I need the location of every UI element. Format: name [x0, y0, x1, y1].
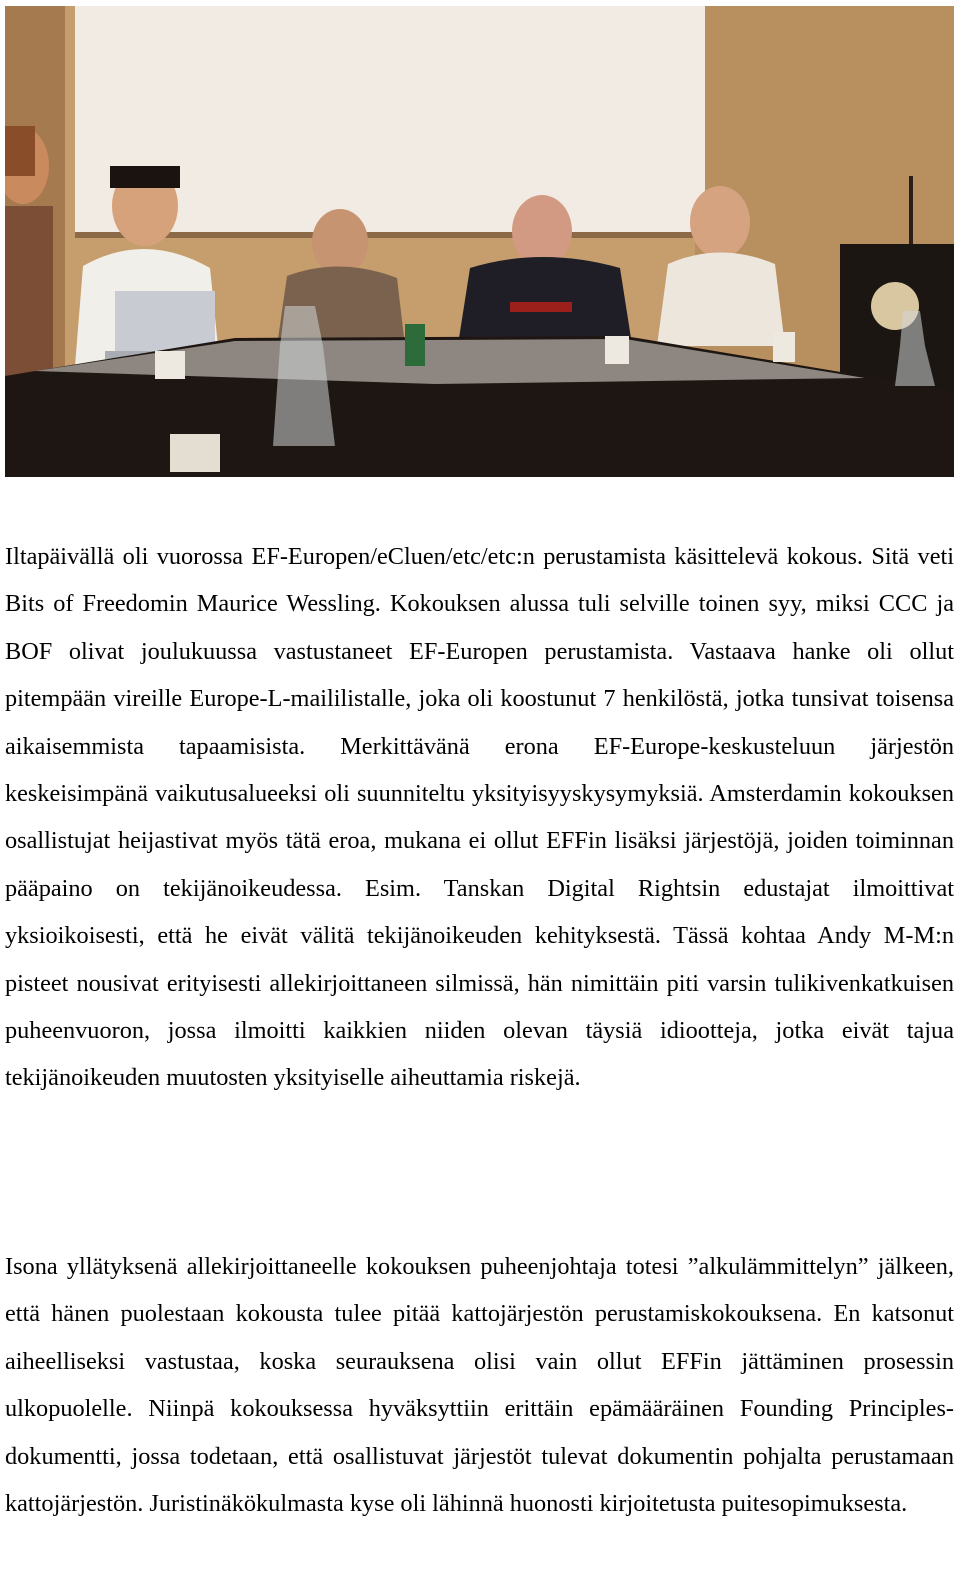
- soda-can: [405, 324, 425, 366]
- screen-edge: [75, 232, 705, 238]
- paragraph-2: Isona yllätyksenä allekirjoittaneelle kokouksen puheenjohtaja totesi ”alkulämmittelyn” jälkeen, että hänen puolestaan kokousta tulee pitää kattojärjestön perustamiskokouksena. En katsonut aiheelliseksi vastustaa, koska seurauksena olisi vain ollut EFFin jättäminen prosessin ulkopuolelle. Niinpä kokouksessa hyväksyttiin erittäin epämääräinen Founding Principles-dokumentti, jossa todetaan, että osallistuvat järjestöt tulevat dokumentin pohjalta perustamaan kattojärjestön. Juristinäkökulmasta kyse oli lähinnä huonosti kirjoitetusta puitesopimuksesta.: [5, 1253, 954, 1518]
- meeting-photo-icon: [5, 6, 954, 477]
- person-left-edge: [5, 126, 53, 376]
- coffee-cup: [170, 434, 220, 472]
- cup: [605, 336, 629, 364]
- paragraph-1: Iltapäivällä oli vuorossa EF-Europen/eCluen/etc/etc:n perustamista käsittelevä kokous. Sitä veti Bits of Freedomin Maurice Wessling. Kokouksen alussa tuli selville toinen syy, miksi CCC ja BOF olivat joulukuussa vastustaneet EF-Europen perustamista. Vastaava hanke oli ollut pitempään vireille Europe-L-maililistalle, joka oli koostunut 7 henkilöstä, jotka tunsivat toisensa aikaisemmista tapaamisista. Merkittävänä erona EF-Europe-keskusteluun järjestön keskeisimpänä vaikutusalueeksi oli suunniteltu yksityisyyskysymyksiä. Amsterdamin kokouksen osallistujat heijastivat myös tätä eroa, mukana ei ollut EFFin lisäksi järjestöjä, joiden toiminnan pääpaino on tekijänoikeudessa. Esim. Tanskan Digital Rightsin edustajat ilmoittivat yksioikoisesti, että he eivät välitä tekijänoikeuden kehityksestä. Tässä kohtaa Andy M-M:n pisteet nousivat erityisesti allekirjoittaneen silmissä, hän nimittäin piti varsin tulikivenkatkuisen puheenvuoron, jossa ilmoitti kaikkien niiden olevan täysiä idiootteja, jotka eivät tajua tekijänoikeuden muutosten yksityiselle aiheuttamia riskejä.: [5, 543, 954, 1092]
- meeting-photo: [5, 6, 954, 477]
- cup-left: [155, 351, 185, 379]
- cup-right: [773, 332, 795, 362]
